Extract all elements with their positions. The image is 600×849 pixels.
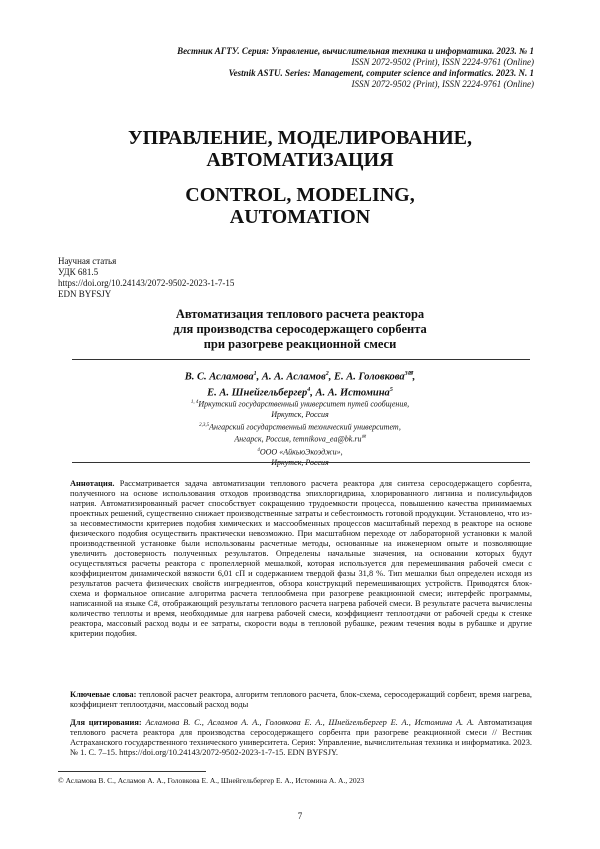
section-en-line2: AUTOMATION — [229, 206, 371, 228]
copyright-notice: © Асламова В. С., Асламов А. А., Головкова Е. А., Шнейгельбергер Е. А., Истомина А. А., 2023 — [58, 776, 365, 785]
title-line2: для производства серосодержащего сорбента — [173, 322, 427, 336]
journal-en-line: Vestnik ASTU. Series: Management, computer science and informatics. 2023. N. 1 — [228, 68, 534, 78]
abstract-text: Рассматривается задача автоматизации теплового расчета реактора для синтеза серосодержащего сорбента, полученного на основе использования отходов производства эпихлоргидрина, хлорированного лигнина и полисульфидов натрия. Автоматизированный расчет способствует сокращению трудоемкости процесса, повышению качества принимаемых проектных решений, существенно снижает производственные затраты и себестоимость готовой продукции. Установлено, что из-за несовместимости критериев подобия химических и массообменных процессов масштабный переход в реакторе на основе физического подобия осуществить практически невозможно. При масштабном переходе от лабораторной установки к малой производственной установке были использованы расчетные методы, основанные на инженерном опыте и позволяющие увеличить достоверность полученных результатов. Определены начальные значения, на основании которых будут осуществляться расчеты реактора с пропеллерной мешалкой, которая используется для перемешивания рабочей смеси с коэффициентом динамической вязкости 6,01 сП и содержанием твердой фазы 31,8 %. Тип мешалки был определен исходя из результатов расчета физических свойств ингредиентов, обзора конструкций перемешивающих устройств. Приводятся блок-схема и формальное описание алгоритма расчета теплообмена при разогреве реакционной смеси; интерфейс программы, написанной на языке C#, отображающий результаты теплового расчета нагрева рабочей смеси. В результате расчета вычислены количество теплоты и время, необходимые для нагрева рабочей смеси, коэффициент теплоотдачи от рабочей среды к стенке реактора, массовый расход воды и ее затраты, скорости воды в тепловой рубашке, режим течения воды в рубашке и другие критерии подобия. — [70, 479, 532, 638]
page-number: 7 — [297, 811, 303, 821]
author-name: В. С. Асламова — [184, 371, 254, 383]
affil-city: Иркутск, Россия — [271, 457, 329, 467]
affiliation-1 — [0, 398, 600, 420]
citation-label: Для цитирования: — [70, 718, 142, 727]
envelope-icon: ✉ — [361, 434, 366, 440]
article-title — [0, 307, 600, 352]
abstract — [70, 479, 532, 639]
affil-sup: 2,3,5 — [199, 423, 210, 428]
author-name: Е. А. Головкова — [333, 371, 405, 383]
journal-ru-issn: ISSN 2072-9502 (Print), ISSN 2224-9761 (Online) — [351, 57, 534, 67]
author-name: А. А. Истомина — [315, 387, 390, 398]
article-type: Научная статья — [58, 256, 117, 266]
section-heading-ru — [0, 127, 600, 171]
affiliation-3 — [0, 446, 600, 468]
footnote-divider — [58, 771, 206, 772]
divider-bottom — [72, 462, 530, 463]
affil-name: Ангарский государственный технический университет, — [209, 422, 401, 432]
affil-name: ООО «АйкьюЭкоэджи», — [259, 447, 343, 457]
author-sup: 4 — [307, 386, 311, 393]
udc-code: УДК 681.5 — [58, 267, 99, 277]
journal-ru-line: Вестник АГТУ. Серия: Управление, вычислительная техника и информатика. 2023. № 1 — [177, 46, 534, 56]
section-heading-en — [0, 184, 600, 228]
title-line1: Автоматизация теплового расчета реактора — [175, 307, 425, 321]
affil-sup: 1, 4 — [190, 400, 199, 405]
author-sup: 3 — [404, 371, 408, 377]
author-sup: 2 — [325, 371, 329, 377]
affil-city: Иркутск, Россия — [271, 409, 329, 419]
journal-header — [177, 46, 534, 90]
authors-line2: Е. А. Шнейгельбергер$^4$, А. А. Истомина$^5$ — [207, 386, 393, 398]
citation — [70, 718, 532, 758]
affiliation-2 — [0, 421, 600, 444]
keywords-label: Ключевые слова: — [70, 690, 137, 699]
envelope-icon: ✉ — [407, 371, 413, 377]
authors-line1: В. С. Асламова$^1$, А. А. Асламов$^2$, Е. А. Головкова$^{3✉}$, — [184, 371, 416, 383]
section-ru-line1: УПРАВЛЕНИЕ, МОДЕЛИРОВАНИЕ, — [128, 127, 472, 149]
doi-link[interactable]: https://doi.org/10.24143/2072-9502-2023-1-7-15 — [58, 278, 235, 288]
affil-sup: 4 — [257, 448, 260, 453]
author-sup: 1 — [253, 371, 257, 377]
keywords-text: тепловой расчет реактора, алгоритм теплового расчета, блок-схема, серосодержащий сорбент, время нагрева, коэффициент теплоотдачи, массовый расход воды — [70, 690, 533, 709]
section-ru-line2: АВТОМАТИЗАЦИЯ — [206, 149, 394, 171]
abstract-label: Аннотация. — [70, 479, 115, 488]
affil-name: Иркутский государственный университет путей сообщения, — [198, 399, 410, 409]
journal-en-issn: ISSN 2072-9502 (Print), ISSN 2224-9761 (Online) — [351, 79, 534, 89]
section-en-line1: CONTROL, MODELING, — [185, 184, 415, 206]
article-meta — [58, 256, 234, 300]
edn-code: EDN BYFSJY — [58, 289, 112, 299]
author-name: Е. А. Шнейгельбергер — [207, 387, 308, 398]
title-line3: при разогреве реакционной смеси — [203, 337, 397, 351]
author-sup: 5 — [389, 386, 393, 393]
citation-authors: Асламова В. С., Асламов А. А., Головкова Е. А., Шнейгельбергер Е. А., Истомина А. А. — [145, 718, 475, 727]
divider-top — [72, 359, 530, 360]
keywords — [70, 690, 532, 710]
affil-city-email[interactable]: Ангарск, Россия, temnikova_ea@bk.ru — [234, 434, 362, 444]
author-name: А. А. Асламов — [261, 371, 326, 383]
author-list — [0, 368, 600, 399]
citation-text: Автоматизация теплового расчета реактора для производства серосодержащего сорбента при разогреве реакционной смеси // Вестник Астраханского государственного технического университета. Серия: Управление, вычислительная техника и информатика. 2023. № 1. С. 7–15. https://doi.org/10.24143/2072-9502-2023-1-7-15. EDN BYFSJY. — [70, 718, 532, 757]
